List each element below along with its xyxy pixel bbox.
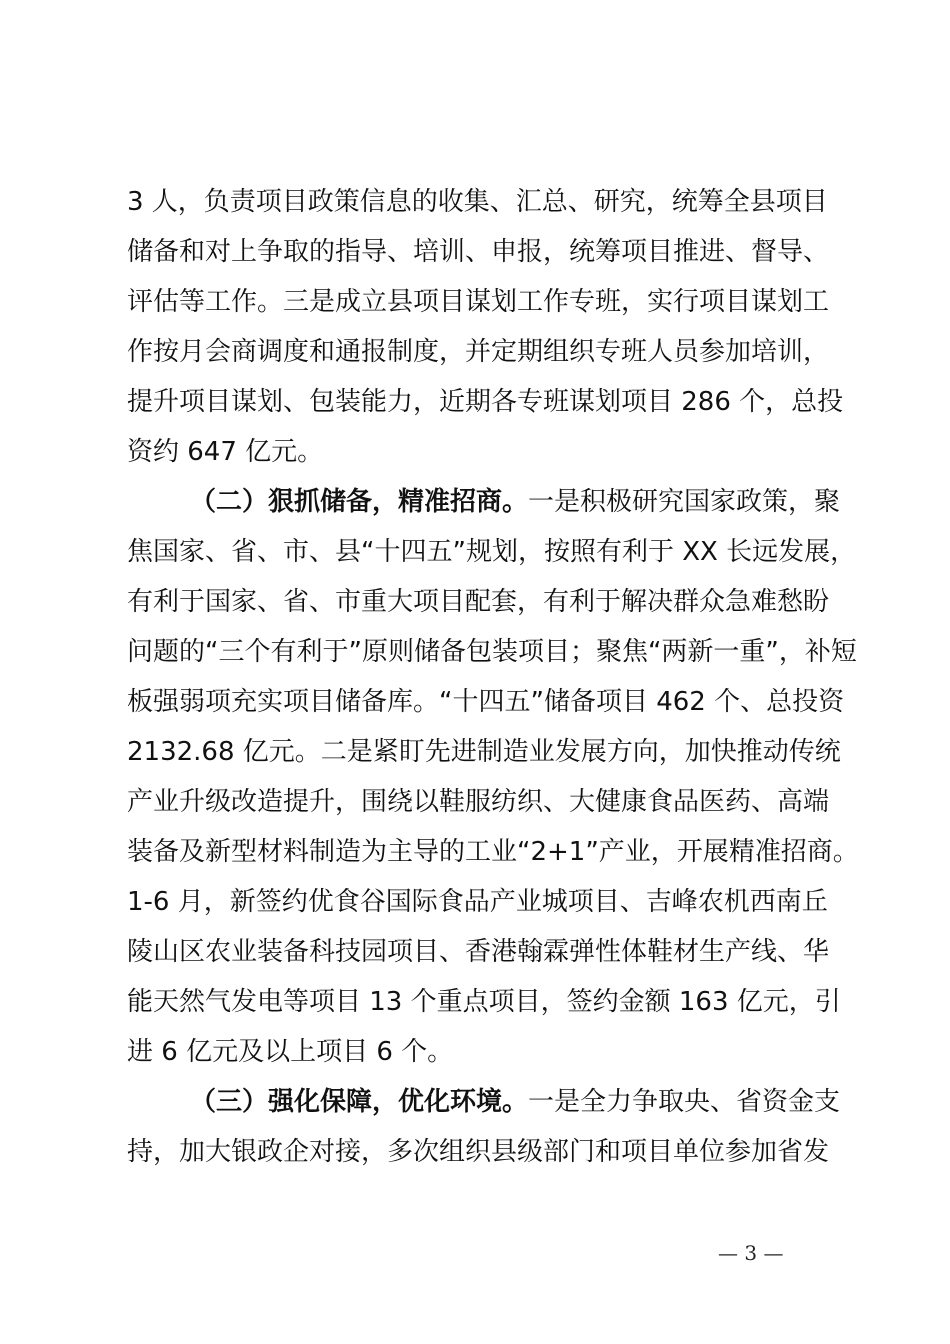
text-fragment: 一是积极研究国家政策，聚 [528,487,841,517]
text-line: 焦国家、省、市、县“十四五”规划，按照有利于 XX 长远发展， [127,537,857,567]
paragraph-first-line [190,482,840,522]
text-line: 问题的“三个有利于”原则储备包装项目；聚焦“两新一重”，补短 [127,637,857,667]
text-line: 资约 647 亿元。 [127,437,324,467]
text-line: 陵山区农业装备科技园项目、香港翰霖弹性体鞋材生产线、华 [127,937,830,967]
page-number: — 3 — [718,1241,784,1265]
text-line: 2132.68 亿元。二是紧盯先进制造业发展方向，加快推动传统 [127,737,841,767]
text-fragment: 一是全力争取央、省资金支 [528,1087,841,1117]
text-line: 作按月会商调度和通报制度，并定期组织专班人员参加培训， [127,337,830,367]
text-line: 能天然气发电等项目 13 个重点项目，签约金额 163 亿元，引 [127,987,841,1017]
text-line: 持，加大银政企对接，多次组织县级部门和项目单位参加省发 [127,1137,830,1167]
text-line: 有利于国家、省、市重大项目配套，有利于解决群众急难愁盼 [127,587,830,617]
text-line: 3 人，负责项目政策信息的收集、汇总、研究，统筹全县项目 [127,187,828,217]
section-heading: （三）强化保障，优化环境。 [190,1087,529,1117]
text-line: 产业升级改造提升，围绕以鞋服纺织、大健康食品医药、高端 [127,787,830,817]
section-heading: （二）狠抓储备，精准招商。 [190,487,529,517]
text-line: 板强弱项充实项目储备库。“十四五”储备项目 462 个、总投资 [127,687,845,717]
paragraph-first-line [190,1082,840,1122]
text-line: 装备及新型材料制造为主导的工业“2+1”产业，开展精准招商。 [127,837,859,867]
text-line: 储备和对上争取的指导、培训、申报，统筹项目推进、督导、 [127,237,830,267]
text-line: 提升项目谋划、包装能力，近期各专班谋划项目 286 个，总投 [127,387,844,417]
text-line: 评估等工作。三是成立县项目谋划工作专班，实行项目谋划工 [127,287,830,317]
text-line: 1-6 月，新签约优食谷国际食品产业城项目、吉峰农机西南丘 [127,887,828,917]
text-line: 进 6 亿元及以上项目 6 个。 [127,1037,454,1067]
